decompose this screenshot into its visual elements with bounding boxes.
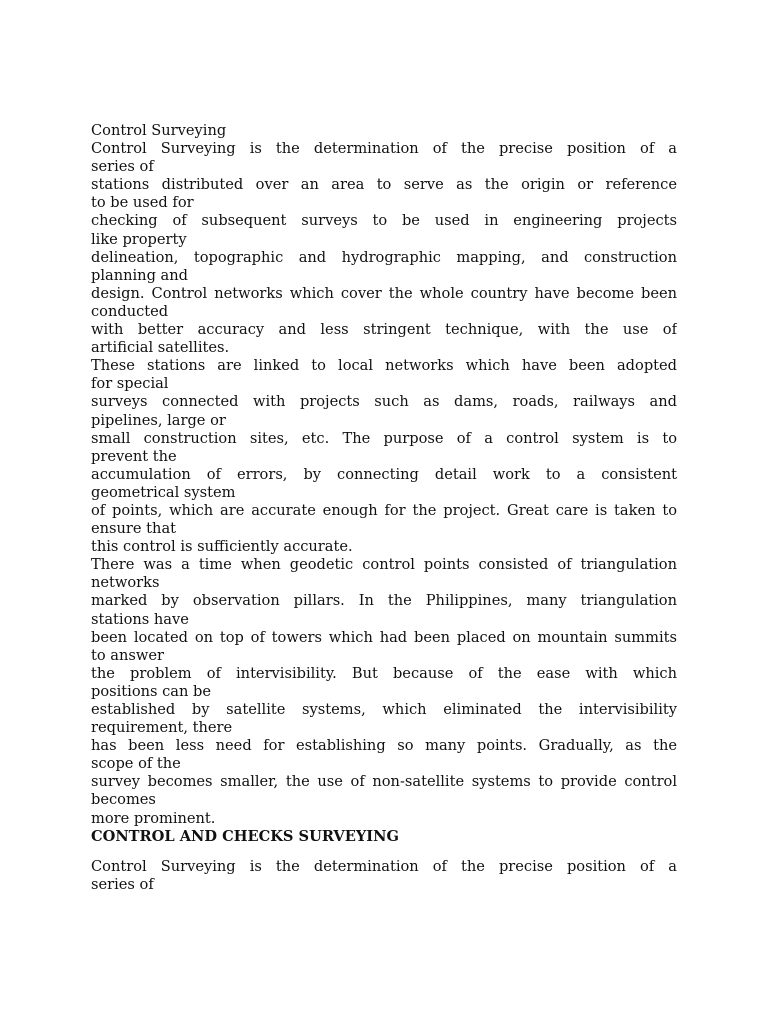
text-line: accumulation of errors, by connecting detail work to a consistent (91, 465, 677, 483)
text-line: like property (91, 230, 187, 248)
text-line: conducted (91, 302, 169, 320)
text-line: scope of the (91, 755, 181, 773)
paragraph-block (91, 140, 677, 828)
text-line: the problem of intervisibility. But because of the ease with which (91, 664, 677, 682)
text-line: positions can be (91, 682, 212, 700)
text-line: These stations are linked to local networks which have been adopted (91, 357, 677, 375)
text-line: series of (91, 158, 154, 176)
section-heading: CONTROL AND CHECKS SURVEYING (91, 827, 399, 845)
text-line: planning and (91, 266, 188, 284)
document-title: Control Surveying (91, 122, 227, 139)
text-line: small construction sites, etc. The purpose of a control system is to (91, 429, 677, 447)
text-line: There was a time when geodetic control points consisted of triangulation (91, 556, 677, 574)
text-line: becomes (91, 791, 156, 809)
text-line: to answer (91, 646, 164, 664)
text-line: prevent the (91, 447, 177, 465)
text-line: requirement, there (91, 719, 233, 737)
text-line: artificial satellites. (91, 339, 230, 357)
text-line: with better accuracy and less stringent technique, with the use of (91, 321, 677, 339)
text-line: been located on top of towers which had been placed on mountain summits (91, 628, 677, 646)
text-line: design. Control networks which cover the whole country have become been (91, 284, 677, 302)
section-paragraph-block (91, 858, 677, 894)
text-line: for special (91, 375, 169, 393)
text-line: more prominent. (91, 809, 216, 827)
text-line: stations have (91, 610, 189, 628)
text-line: ensure that (91, 520, 177, 538)
text-line: has been less need for establishing so many points. Gradually, as the (91, 737, 677, 755)
text-line: survey becomes smaller, the use of non-satellite systems to provide control (91, 773, 677, 791)
text-line: geometrical system (91, 483, 236, 501)
text-line: delineation, topographic and hydrographic mapping, and construction (91, 248, 677, 266)
text-line: marked by observation pillars. In the Philippines, many triangulation (91, 592, 677, 610)
text-line: Control Surveying is the determination of the precise position of a (91, 140, 677, 158)
text-line: checking of subsequent surveys to be used in engineering projects (91, 212, 677, 230)
text-line: of points, which are accurate enough for the project. Great care is taken to (91, 501, 677, 519)
text-line: series of (91, 875, 154, 893)
text-line: Control Surveying is the determination of the precise position of a (91, 857, 677, 875)
text-line: surveys connected with projects such as dams, roads, railways and (91, 393, 677, 411)
text-line: stations distributed over an area to serve as the origin or reference (91, 176, 677, 194)
document-body (91, 122, 677, 894)
text-line: established by satellite systems, which eliminated the intervisibility (91, 701, 677, 718)
text-line: to be used for (91, 194, 194, 212)
text-line: this control is sufficiently accurate. (91, 538, 353, 556)
text-line: networks (91, 574, 160, 592)
text-line: pipelines, large or (91, 411, 226, 429)
